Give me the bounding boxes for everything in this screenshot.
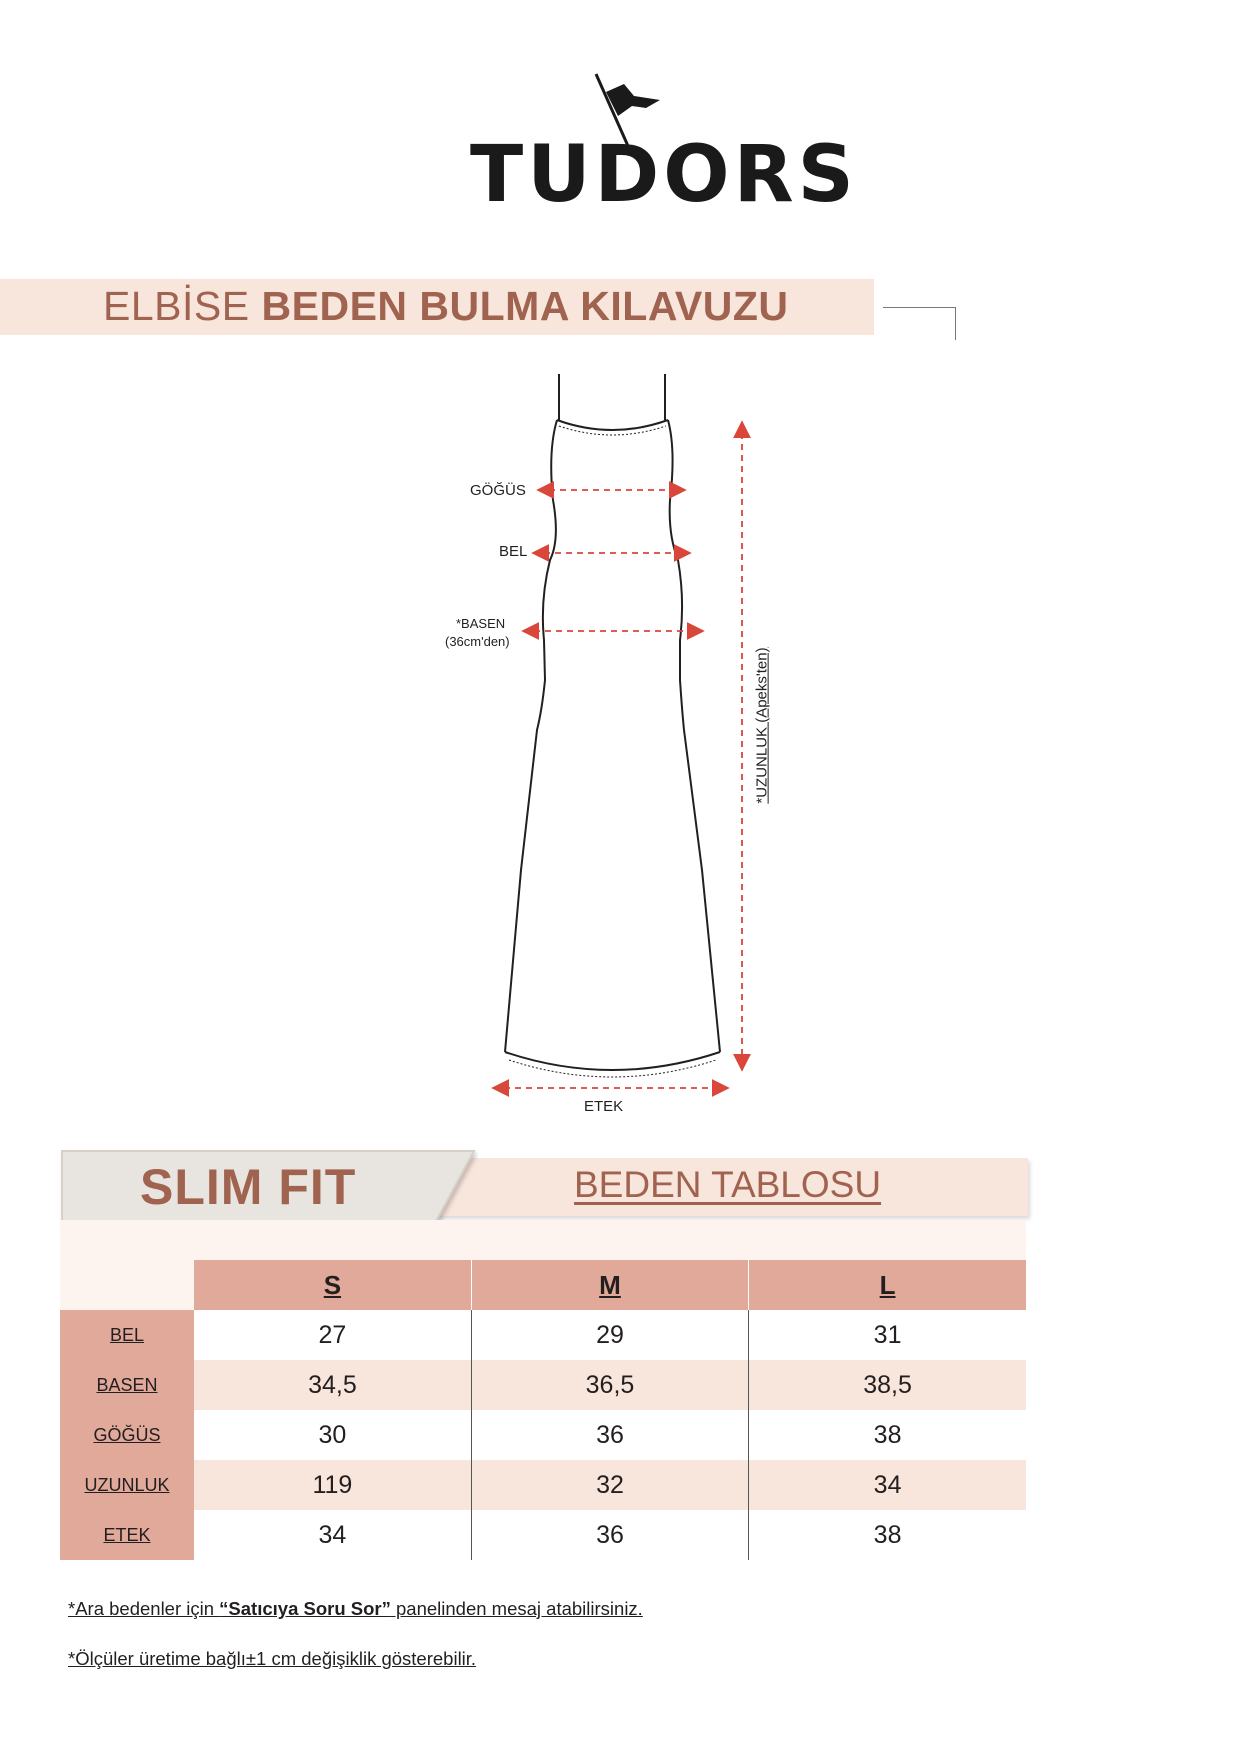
- label-gogus: GÖĞÜS: [470, 482, 526, 499]
- table-cell: 36: [471, 1510, 748, 1560]
- row-label: BEL: [60, 1310, 194, 1360]
- measurement-arrows: [493, 422, 742, 1088]
- label-basen-sub: (36cm'den): [445, 634, 510, 649]
- table-corner: [60, 1260, 194, 1310]
- table-cell: 27: [194, 1310, 471, 1360]
- table-top-strip: [60, 1220, 1026, 1260]
- note1-prefix: *Ara bedenler için: [68, 1598, 220, 1619]
- row-label: ETEK: [60, 1510, 194, 1560]
- size-head: M: [471, 1260, 748, 1310]
- page-title: [103, 283, 789, 330]
- row-label: UZUNLUK: [60, 1460, 194, 1510]
- table-cell: 34: [194, 1510, 471, 1560]
- note1-bold: “Satıcıya Soru Sor”: [219, 1598, 391, 1619]
- table-cell: 119: [194, 1460, 471, 1510]
- table-cell: 36: [471, 1410, 748, 1460]
- dress-outline: [505, 374, 720, 1077]
- label-basen: *BASEN: [456, 616, 506, 631]
- row-label: GÖĞÜS: [60, 1410, 194, 1460]
- table-cell: 34: [749, 1460, 1026, 1510]
- note-intermediate-sizes: [68, 1598, 643, 1620]
- table-row: [60, 1360, 1026, 1410]
- title-light: ELBİSE: [103, 283, 250, 329]
- table-row: [60, 1310, 1026, 1360]
- table-row: [60, 1460, 1026, 1510]
- table-row: [60, 1410, 1026, 1460]
- table-cell: 36,5: [471, 1360, 748, 1410]
- row-label: BASEN: [60, 1360, 194, 1410]
- brand-name: TUDORS: [470, 130, 858, 220]
- table-title: BEDEN TABLOSU: [574, 1164, 882, 1205]
- note-tolerance: *Ölçüler üretime bağlı±1 cm değişiklik gösterebilir.: [68, 1648, 477, 1669]
- label-bel: BEL: [499, 543, 528, 560]
- table-cell: 38: [749, 1510, 1026, 1560]
- table-cell: 34,5: [194, 1360, 471, 1410]
- table-row: [60, 1510, 1026, 1560]
- table-cell: 29: [471, 1310, 748, 1360]
- table-cell: 30: [194, 1410, 471, 1460]
- brand-logo: [470, 70, 858, 220]
- table-cell: 38,5: [749, 1360, 1026, 1410]
- fit-name: SLIM FIT: [140, 1159, 357, 1215]
- title-bold: BEDEN BULMA KILAVUZU: [261, 283, 789, 329]
- size-head: L: [749, 1260, 1026, 1310]
- size-head: S: [194, 1260, 471, 1310]
- corner-decoration: [883, 307, 956, 340]
- table-cell: 31: [749, 1310, 1026, 1360]
- size-table: [60, 1260, 1026, 1560]
- note1-suffix: panelinden mesaj atabilirsiniz.: [390, 1598, 643, 1619]
- table-cell: 38: [749, 1410, 1026, 1460]
- table-cell: 32: [471, 1460, 748, 1510]
- size-header-row: [60, 1260, 1026, 1310]
- label-uzunluk: *UZUNLUK (Apeks'ten): [753, 647, 771, 804]
- label-etek: ETEK: [584, 1098, 624, 1115]
